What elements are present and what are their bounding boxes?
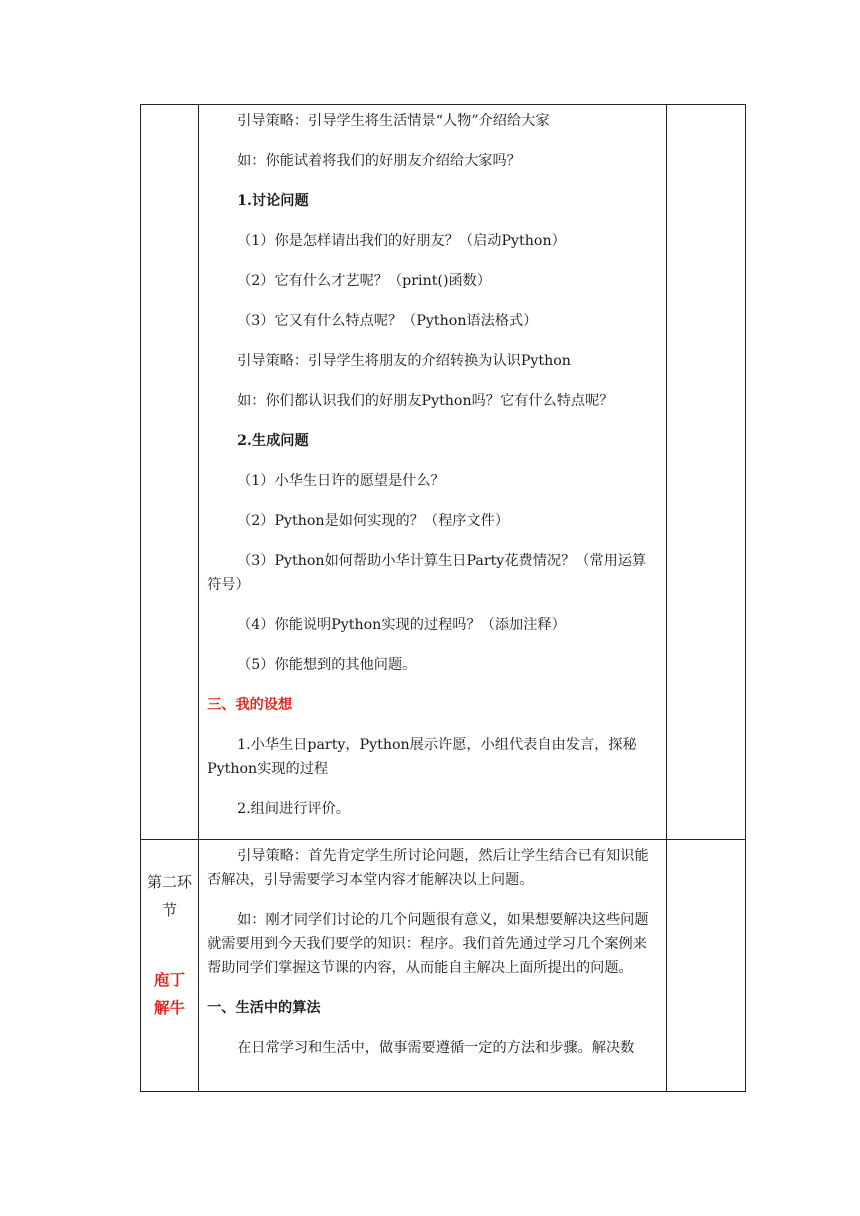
list-item: （1）你是怎样请出我们的好朋友？（启动Python）: [237, 233, 566, 249]
stage-cell: [141, 105, 199, 840]
list-item: （3）它又有什么特点呢？（Python语法格式）: [237, 313, 538, 329]
subheading: 2.生成问题: [237, 433, 309, 449]
list-item: （1）小华生日许的愿望是什么？: [237, 473, 445, 489]
list-item: （2）它有什么才艺呢？（print()函数）: [237, 273, 492, 289]
paragraph: 如：你们都认识我们的好朋友Python吗？它有什么特点呢？: [237, 393, 614, 409]
paragraph: 引导策略：首先肯定学生所讨论问题，然后让学生结合已有知识能否解决，引导需要学习本堂内容才能解决以上问题。: [207, 848, 649, 888]
paragraph: 如：你能试着将我们的好朋友介绍给大家吗？: [237, 153, 521, 169]
list-item: （5）你能想到的其他问题。: [237, 657, 417, 673]
list-item: （4）你能说明Python实现的过程吗？（添加注释）: [237, 617, 566, 633]
content-cell: [199, 840, 667, 1092]
section-heading: 三、我的设想: [207, 697, 293, 713]
paragraph: 在日常学习和生活中，做事需要遵循一定的方法和步骤。解决数: [237, 1040, 635, 1056]
notes-cell: [666, 840, 745, 1092]
paragraph: 如：刚才同学们讨论的几个问题很有意义，如果想要解决这些问题就需要用到今天我们要学的知识：程序。我们首先通过学习几个案例来帮助同学们掌握这节课的内容，从而能自主解决上面所提出的问题。: [207, 912, 649, 976]
paragraph: 1.小华生日party，Python展示许愿，小组代表自由发言，探秘Python实现的过程: [207, 737, 637, 777]
list-item: （2）Python是如何实现的？（程序文件）: [237, 513, 510, 529]
paragraph: 引导策略：引导学生将朋友的介绍转换为认识Python: [237, 353, 571, 369]
table-row: [141, 840, 746, 1092]
stage-label: 第二环节: [147, 873, 193, 919]
notes-cell: [666, 105, 745, 840]
lesson-plan-table: [140, 104, 746, 1092]
paragraph: 2.组间进行评价。: [237, 801, 350, 817]
content-cell: [199, 105, 667, 840]
paragraph: 引导策略：引导学生将生活情景“人物”介绍给大家: [237, 113, 550, 129]
section-heading: 一、生活中的算法: [207, 1000, 321, 1016]
stage-title: 庖丁解牛: [154, 970, 186, 1017]
table-row: [141, 105, 746, 840]
list-item: （3）Python如何帮助小华计算生日Party花费情况？（常用运算符号）: [207, 553, 647, 593]
stage-cell: [141, 840, 199, 1092]
subheading: 1.讨论问题: [237, 193, 309, 209]
